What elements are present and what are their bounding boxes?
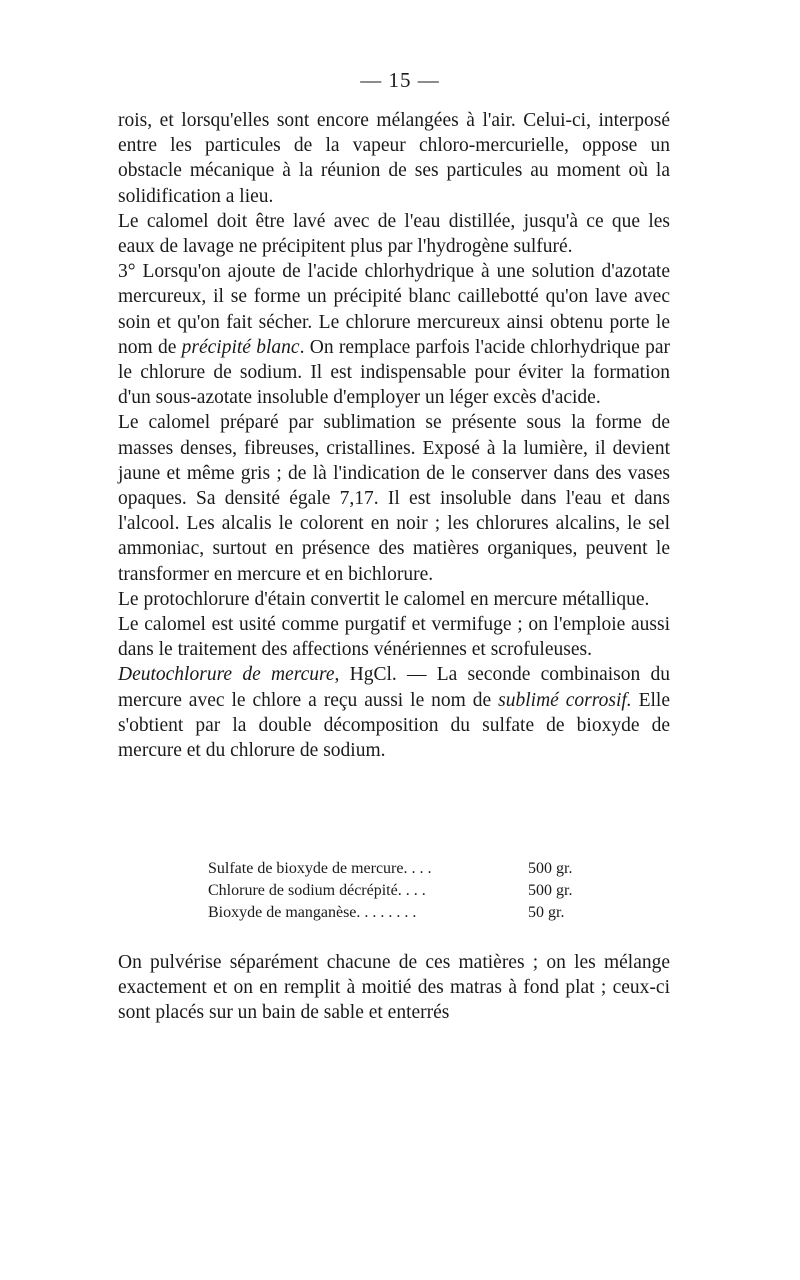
- formula-amount: 500 gr.: [528, 860, 573, 877]
- paragraph-deutochlorure: [118, 662, 670, 763]
- paragraph-calomel-washing: [118, 209, 670, 259]
- paragraph-method-3: [118, 259, 670, 410]
- paragraph-text: rois, et lorsqu'elles sont encore mélangées à l'air. Celui-ci, interposé entre les particules de la vapeur chloro-mercurielle, oppose un obstacle mécanique à la réunion de ses particules au moment où la solidification a lieu.: [118, 110, 670, 207]
- formula-row: [208, 858, 588, 880]
- paragraph-calomel-uses: [118, 612, 670, 662]
- formula-ingredient: Sulfate de bioxyde de mercure. . . .: [208, 860, 432, 877]
- paragraph-text: Elle s'obtient par la double décomposition du sulfate de bioxyde de mercure et du chlorure de sodium.: [118, 689, 670, 762]
- paragraph-text: Le calomel préparé par sublimation se présente sous la forme de masses denses, fibreuses, cristallines. Exposé à la lumière, il devient jaune et même gris ; de là l'indication de le conserver dans des vases opaques. Sa densité égale 7,17. Il est insoluble dans l'eau et dans l'alcool. Les alcalis le colorent en noir ; les chlorures alcalins, le sel ammoniac, surtout en présence des matières organiques, peuvent le transformer en mercure et en bichlorure.: [118, 412, 670, 585]
- formula-row: [208, 880, 588, 902]
- paragraph-tin-chloride: [118, 587, 670, 612]
- paragraph-continuation: [118, 108, 670, 209]
- recipe-formula: [208, 858, 588, 924]
- page-number: — 15 —: [360, 68, 440, 92]
- section-heading-italic: Deutochlorure de mercure: [118, 664, 335, 686]
- paragraph-procedure: On pulvérise séparément chacune de ces matières ; on les mélange exactement et on en remplit à moitié des matras à fond plat ; ceux-ci sont placés sur un bain de sable et enterrés: [118, 952, 670, 1024]
- paragraph-text: 3° Lorsqu'on ajoute de l'acide chlorhydrique à une solution d'azotate mercureux, il se forme un précipité blanc caillebotté qu'on lave avec soin et qu'on fait sécher. Le chlorure mercureux ainsi obtenu porte le nom de: [118, 261, 670, 358]
- paragraph-text: . On remplace parfois l'acide chlorhydrique par le chlorure de sodium. Il est indispensable pour éviter la formation d'un sous-azotate insoluble d'employer un léger excès d'acide.: [118, 336, 670, 409]
- formula-row: [208, 902, 588, 924]
- paragraph-text: Le protochlorure d'étain convertit le calomel en mercure métallique.: [118, 588, 650, 610]
- formula-amount: 50 gr.: [528, 904, 565, 921]
- paragraph-text: , HgCl. — La seconde combinaison du mercure avec le chlore a reçu aussi le nom de: [118, 664, 670, 711]
- formula-ingredient: Bioxyde de manganèse. . . . . . . .: [208, 904, 417, 921]
- formula-amount: 500 gr.: [528, 882, 573, 899]
- paragraph-text: Le calomel doit être lavé avec de l'eau distillée, jusqu'à ce que les eaux de lavage ne précipitent plus par l'hydrogène sulfuré.: [118, 210, 670, 258]
- formula-ingredient: Chlorure de sodium décrépité. . . .: [208, 882, 426, 899]
- italic-term: sublimé corrosif.: [498, 689, 632, 711]
- italic-term: précipité blanc: [181, 336, 300, 358]
- body-text-bottom: [118, 950, 670, 1026]
- paragraph-calomel-properties: [118, 410, 670, 586]
- body-text-top: [118, 108, 670, 763]
- paragraph-text: Le calomel est usité comme purgatif et vermifuge ; on l'emploie aussi dans le traitement des affections vénériennes et scrofuleuses.: [118, 614, 670, 661]
